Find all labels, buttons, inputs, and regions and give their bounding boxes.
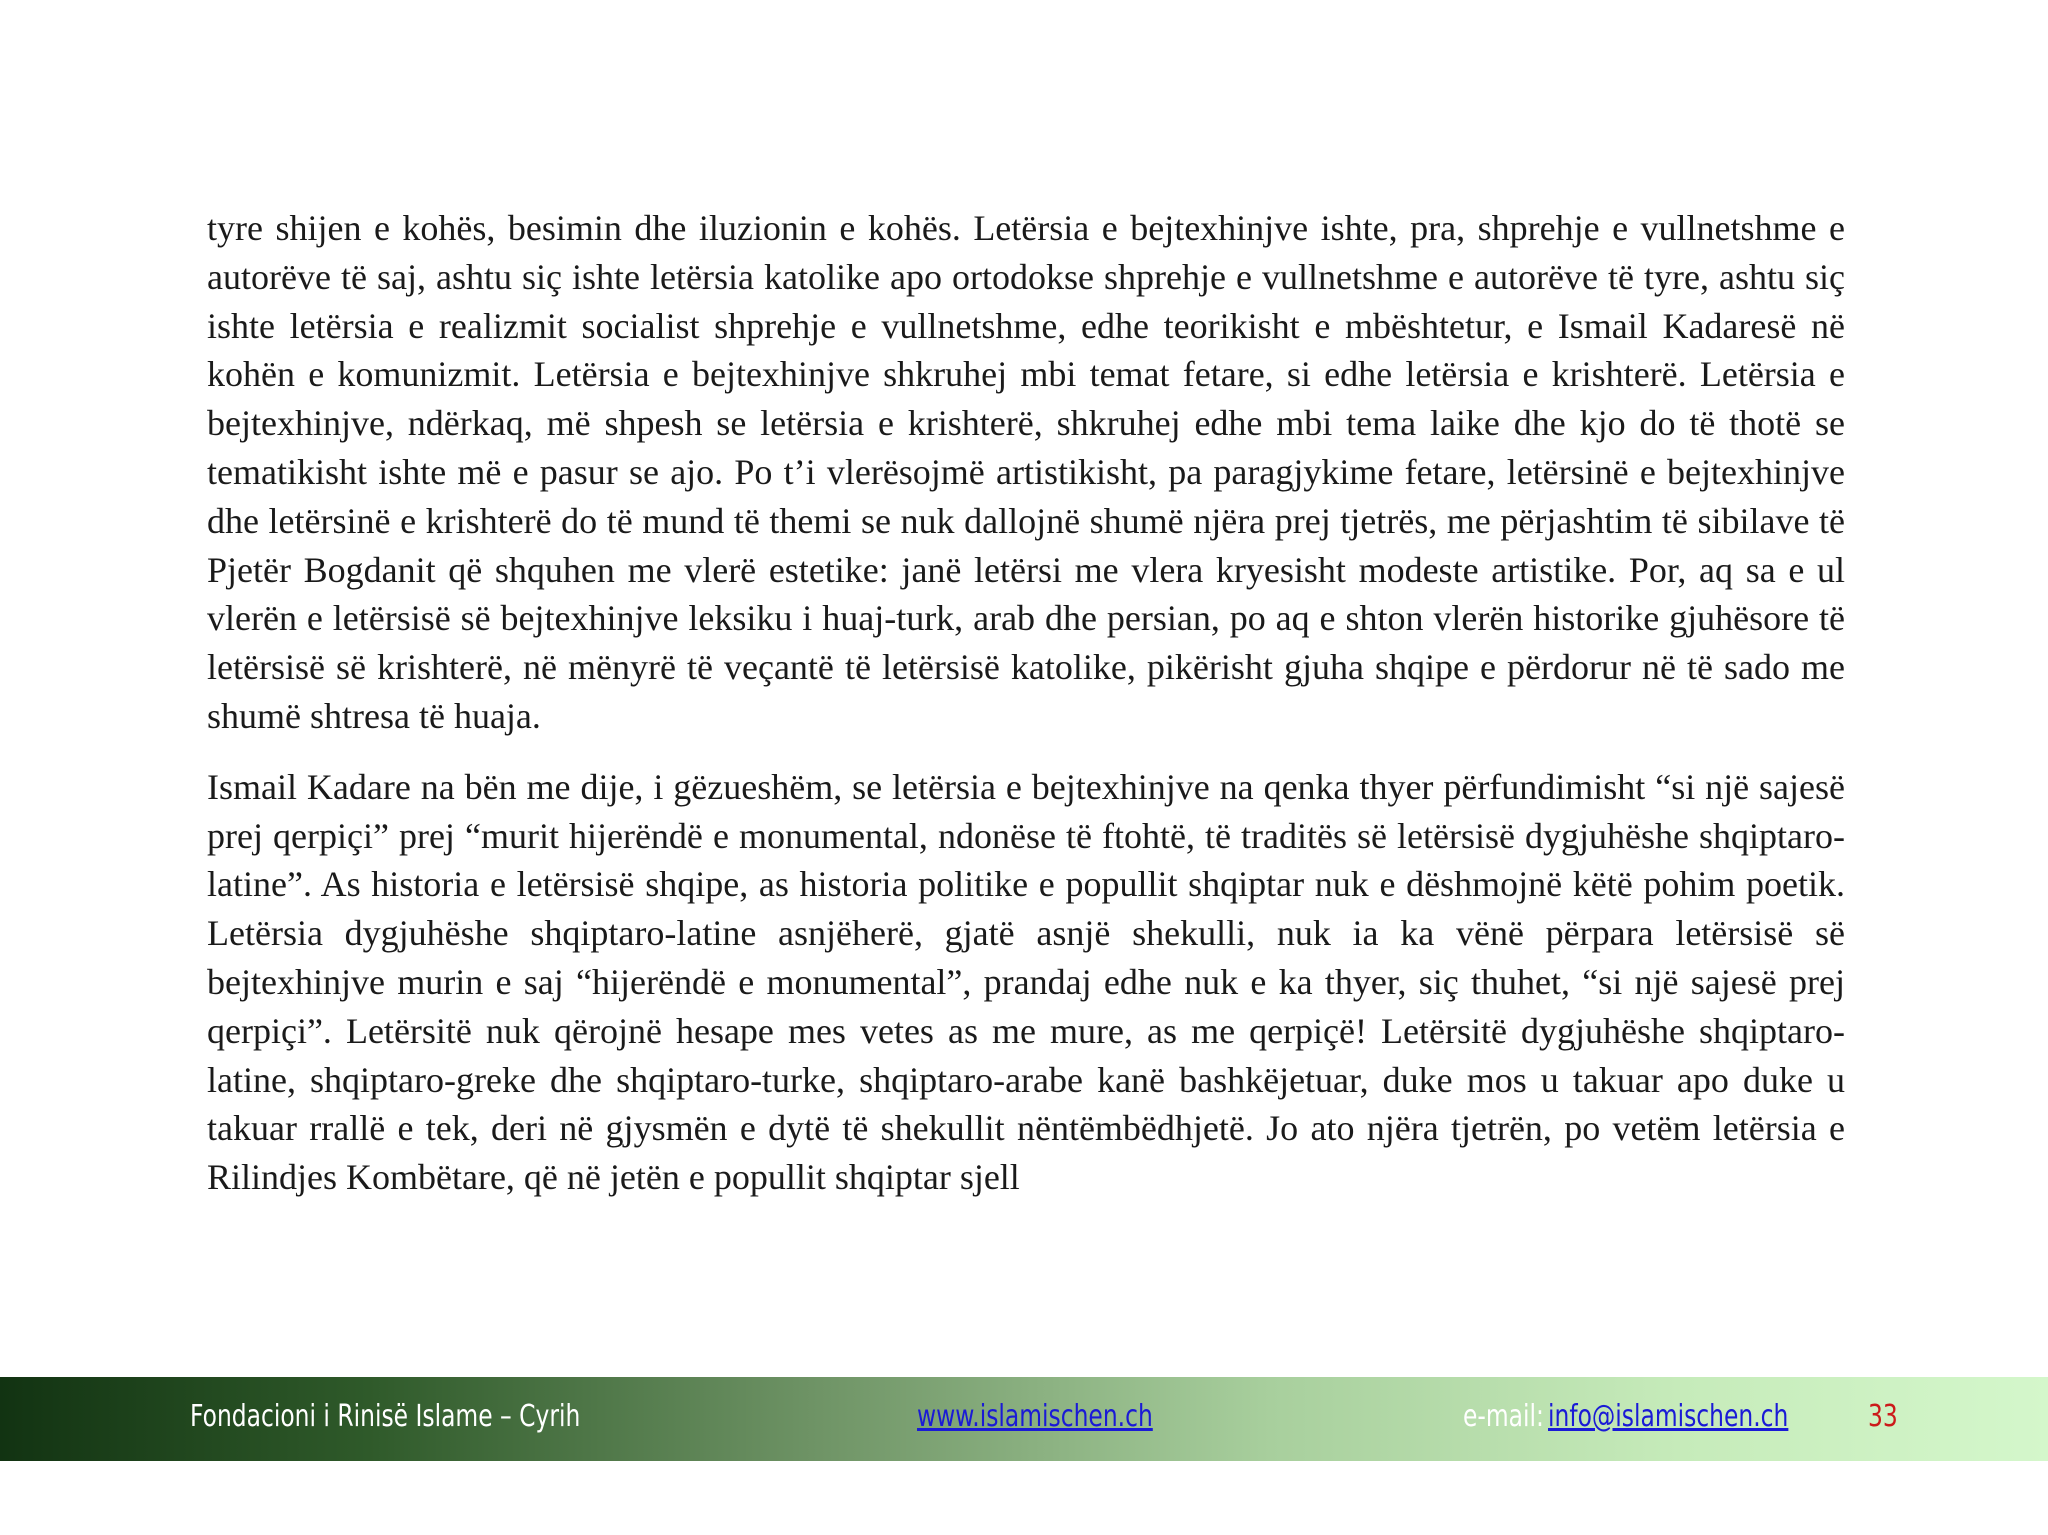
footer-website-link[interactable]: www.islamischen.ch xyxy=(917,1399,1153,1434)
page-body xyxy=(207,204,1845,1202)
body-paragraph-1: tyre shijen e kohës, besimin dhe iluzionin e kohës. Letërsia e bejtexhinjve ishte, pra, shprehje e vullnetshme e autorëve të saj, ashtu siç ishte letërsia katolike apo ortodokse shprehje e vullnetshme e autorëve të tyre, ashtu siç ishte letërsia e realizmit socialist shprehje e vullnetshme, edhe teorikisht e mbështetur, e Ismail Kadaresë në kohën e komunizmit. Letërsia e bejtexhinjve shkruhej mbi temat fetare, si edhe letërsia e krishterë. Letërsia e bejtexhinjve, ndërkaq, më shpesh se letërsia e krishterë, shkruhej edhe mbi tema laike dhe kjo do të thotë se tematikisht ishte më e pasur se ajo. Po t’i vlerësojmë artistikisht, pa paragjykime fetare, letërsinë e bejtexhinjve dhe letërsinë e krishterë do të mund të themi se nuk dallojnë shumë njëra prej tjetrës, me përjashtim të sibilave të Pjetër Bogdanit që shquhen me vlerë estetike: janë letërsi me vlera kryesisht modeste artistike. Por, aq sa e ul vlerën e letërsisë së bejtexhinjve leksiku i huaj-turk, arab dhe persian, po aq e shton vlerën historike gjuhësore të letërsisë së krishterë, në mënyrë të veçantë të letërsisë katolike, pikërisht gjuha shqipe e përdorur në të sado me shumë shtresa të huaja. xyxy=(207,208,1845,736)
footer-bar xyxy=(0,1377,2048,1461)
footer-email-label: e-mail: xyxy=(1463,1399,1544,1434)
body-paragraph-2: Ismail Kadare na bën me dije, i gëzueshëm, se letërsia e bejtexhinjve na qenka thyer përfundimisht “si një sajesë prej qerpiçi” prej “murit hijerëndë e monumental, ndonëse të ftohtë, të traditës së letërsisë dygjuhëshe shqiptaro-latine”. As historia e letërsisë shqipe, as historia politike e popullit shqiptar nuk e dëshmojnë këtë pohim poetik. Letërsia dygjuhëshe shqiptaro-latine asnjëherë, gjatë asnjë shekulli, nuk ia ka vënë përpara letërsisë së bejtexhinjve murin e saj “hijerëndë e monumental”, prandaj edhe nuk e ka thyer, siç thuhet, “si një sajesë prej qerpiçi”. Letërsitë nuk qërojnë hesape mes vetes as me mure, as me qerpiçë! Letërsitë dygjuhëshe shqiptaro-latine, shqiptaro-greke dhe shqiptaro-turke, shqiptaro-arabe kanë bashkëjetuar, duke mos u takuar apo duke u takuar rrallë e tek, deri në gjysmën e dytë të shekullit nëntëmbëdhjetë. Jo ato njëra tjetrën, po vetëm letërsia e Rilindjes Kombëtare, që në jetën e popullit shqiptar sjell xyxy=(207,766,1845,1198)
footer-organization: Fondacioni i Rinisë Islame – Cyrih xyxy=(190,1399,581,1434)
page-number: 33 xyxy=(1868,1399,1898,1434)
footer-email-link[interactable]: info@islamischen.ch xyxy=(1548,1399,1789,1434)
